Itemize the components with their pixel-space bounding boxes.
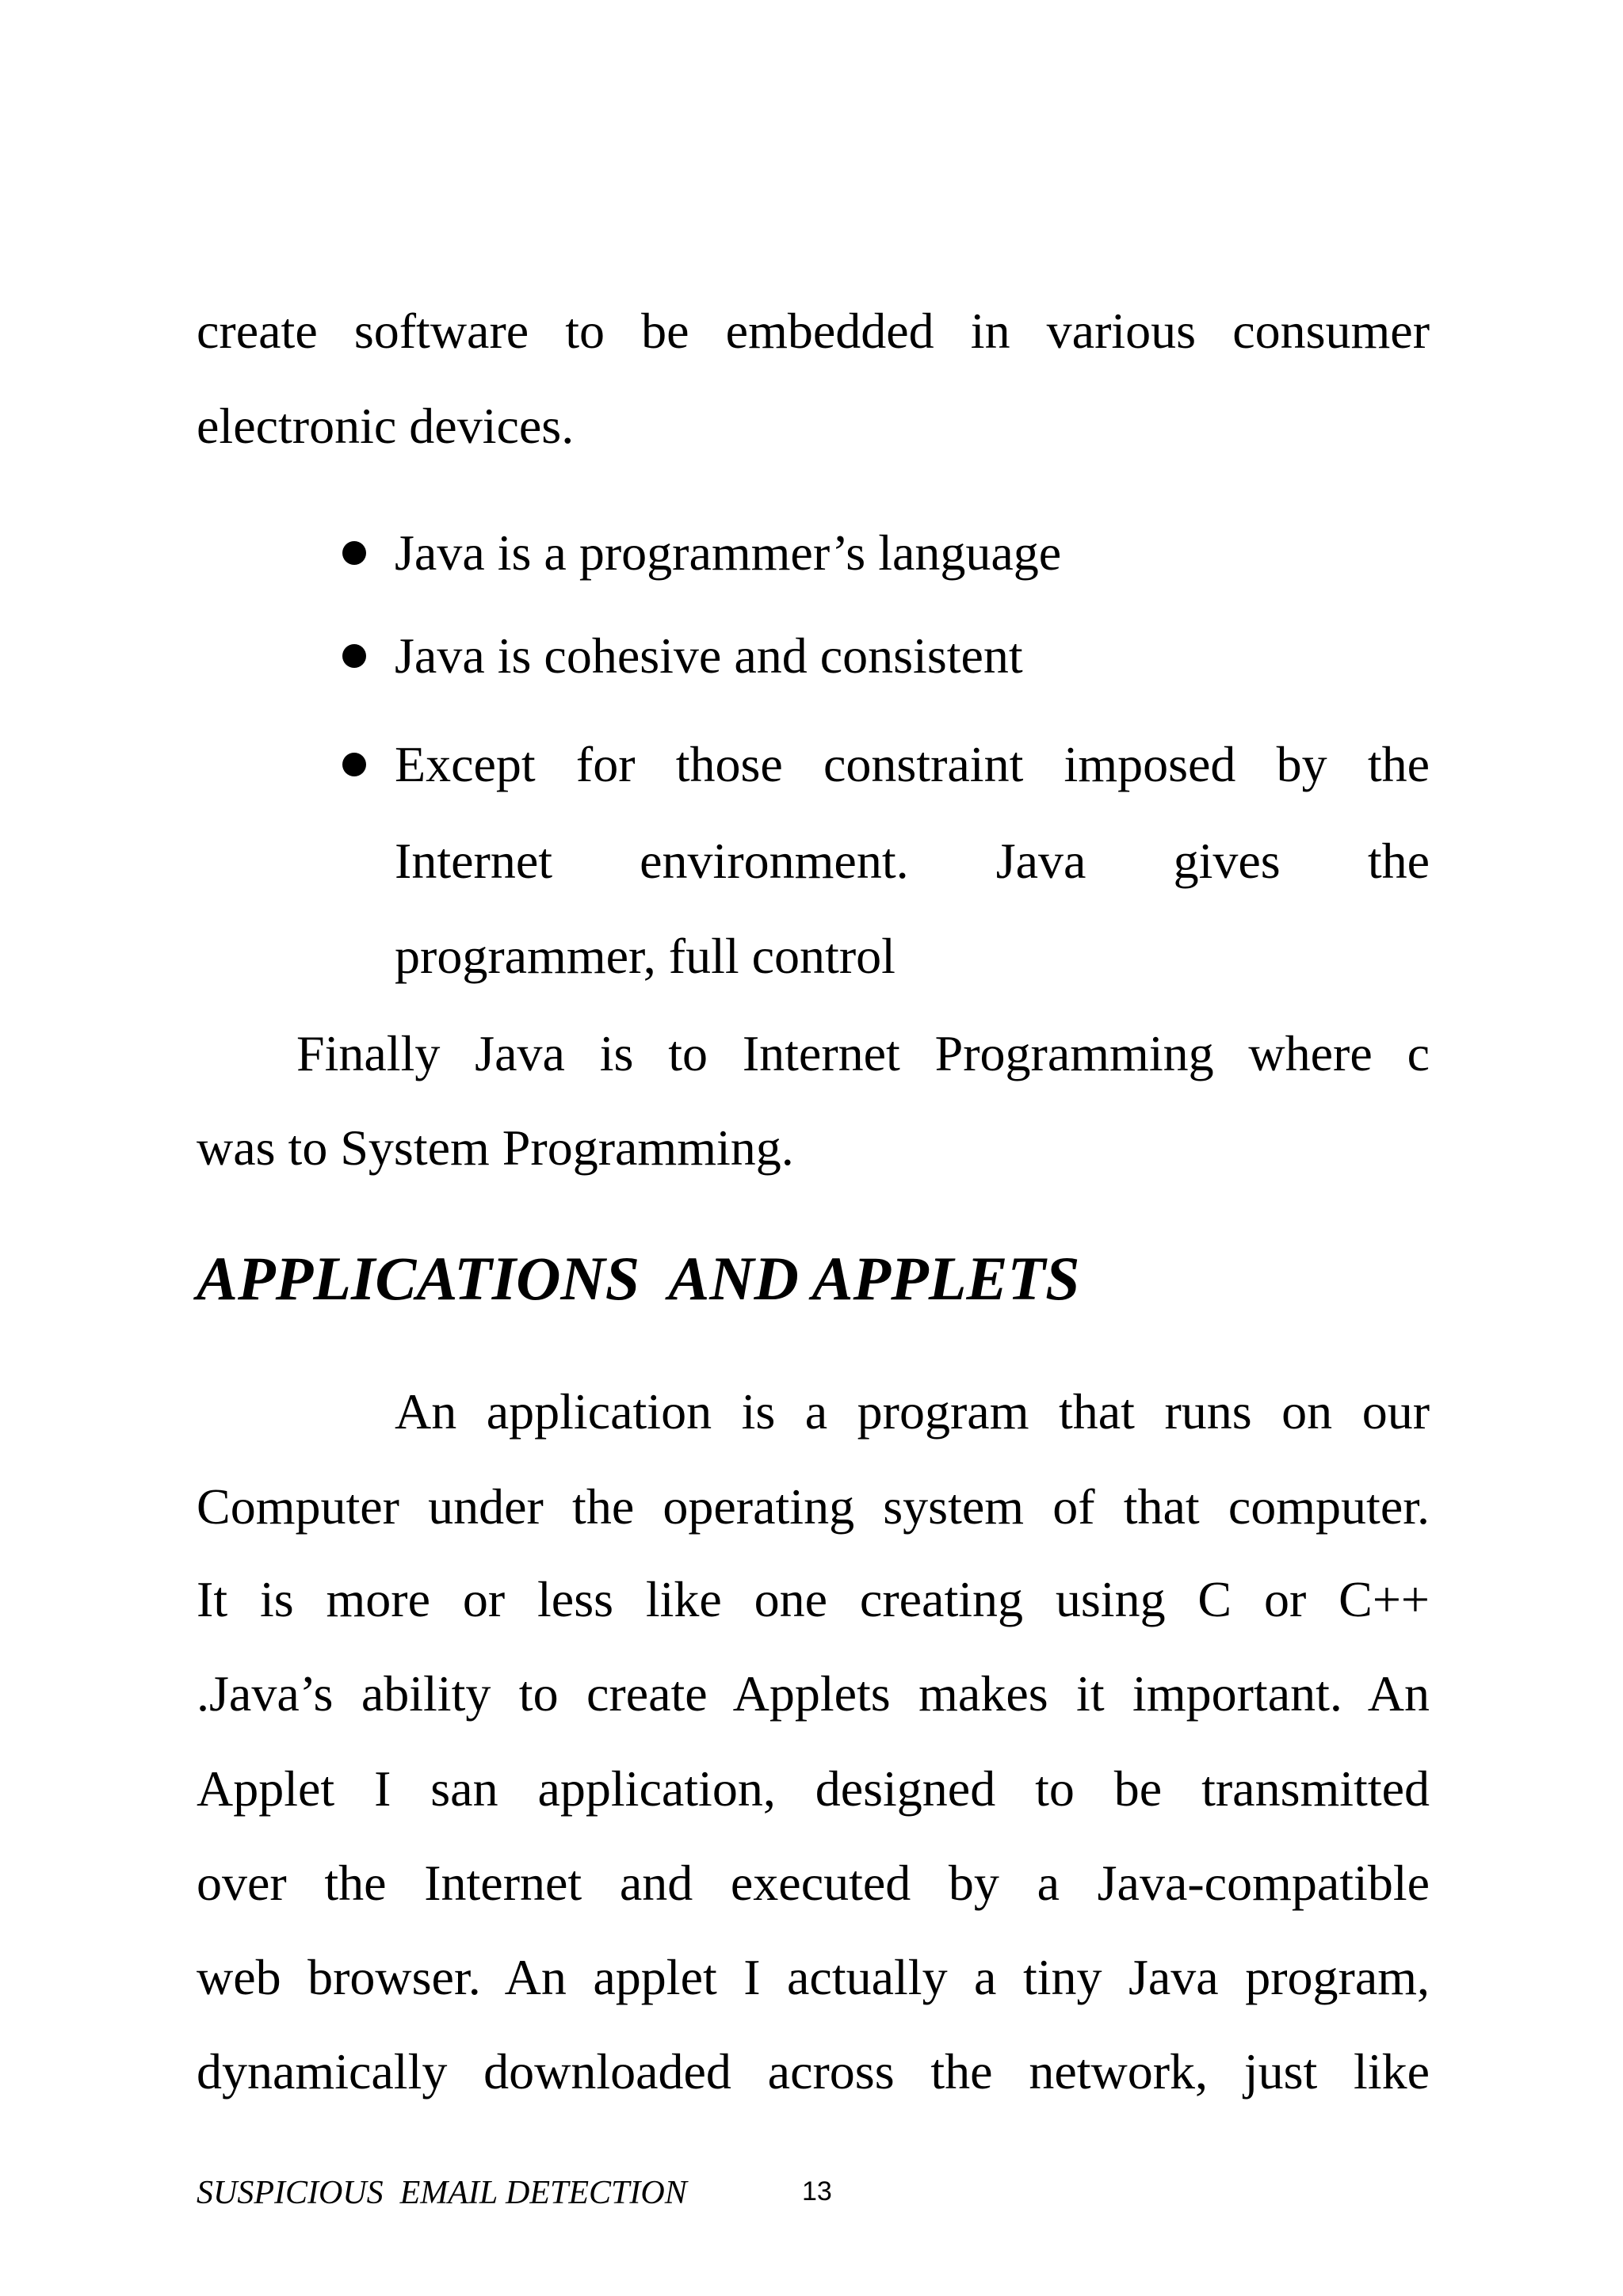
intro-line-1: create software to be embedded in various consumer — [197, 303, 1430, 359]
bullet-3-line-2: Internet environment. Java gives the — [395, 833, 1430, 889]
bullet-2-line-1: Java is cohesive and consistent — [395, 627, 1023, 684]
finally-line-1: Finally Java is to Internet Programming where c — [296, 1025, 1430, 1081]
section-heading: APPLICATIONS AND APPLETS — [197, 1244, 1080, 1313]
applications-line-7: web browser. An applet I actually a tiny Java program, — [197, 1949, 1430, 2005]
intro-line-2: electronic devices. — [197, 398, 575, 454]
applications-line-4: .Java’s ability to create Applets makes it important. An — [197, 1665, 1430, 1722]
bullet-3-line-3: programmer, full control — [395, 928, 896, 984]
applications-line-2: Computer under the operating system of that computer. — [197, 1478, 1430, 1535]
bullet-dot-1 — [342, 541, 366, 565]
footer-title: SUSPICIOUS EMAIL DETECTION — [197, 2175, 687, 2211]
finally-line-2: was to System Programming. — [197, 1119, 794, 1176]
applications-line-8: dynamically downloaded across the network, just like — [197, 2043, 1430, 2100]
bullet-3-line-1: Except for those constraint imposed by the — [395, 736, 1430, 792]
bullet-dot-2 — [342, 644, 366, 668]
bullet-dot-3 — [342, 753, 366, 776]
applications-line-6: over the Internet and executed by a Java-compatible — [197, 1855, 1430, 1911]
page-number: 13 — [802, 2176, 832, 2206]
bullet-1-line-1: Java is a programmer’s language — [395, 524, 1062, 581]
applications-line-3: It is more or less like one creating using C or C++ — [197, 1571, 1430, 1627]
applications-line-1: An application is a program that runs on our — [395, 1383, 1430, 1440]
applications-line-5: Applet I san application, designed to be transmitted — [197, 1760, 1430, 1817]
